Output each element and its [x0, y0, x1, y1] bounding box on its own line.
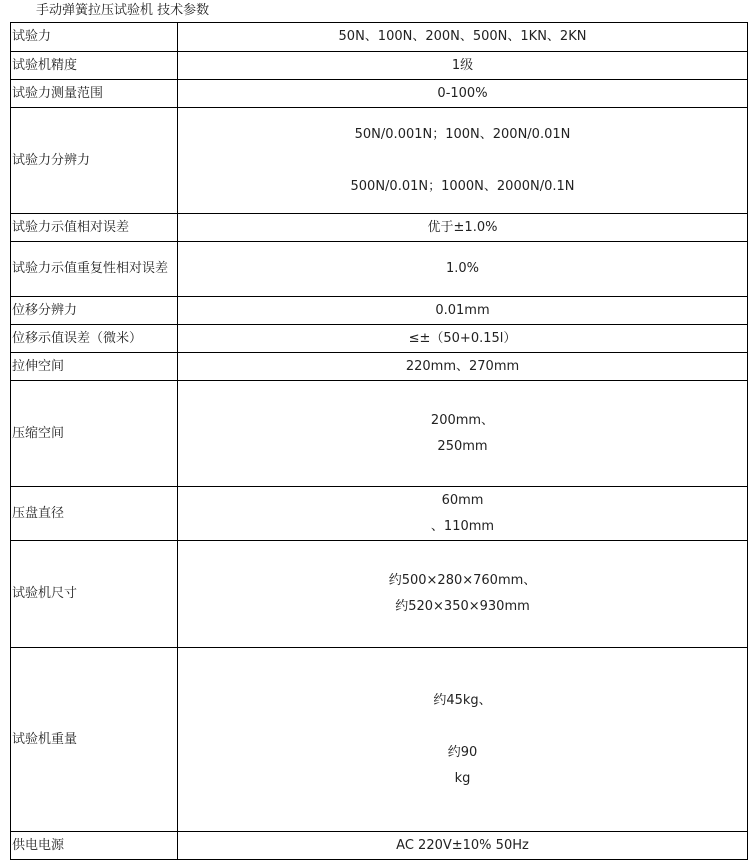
- row-label: 压盘直径: [11, 487, 178, 541]
- row-label: 位移分辨力: [11, 297, 178, 325]
- value-line: ≤±（50+0.15l）: [408, 330, 517, 346]
- row-value: [178, 108, 748, 214]
- row-value: [178, 541, 748, 648]
- value-line: 约45kg、: [433, 692, 492, 708]
- value-line: 0-100%: [437, 85, 488, 101]
- table-row: [11, 23, 748, 52]
- row-label: 试验力分辨力: [11, 108, 178, 214]
- value-line: 约90: [447, 744, 478, 760]
- table-row: [11, 108, 748, 214]
- value-line: 250mm: [437, 438, 488, 454]
- table-row: [11, 297, 748, 325]
- row-label: 位移示值误差（微米）: [11, 325, 178, 353]
- row-label: 试验机重量: [11, 648, 178, 832]
- row-label: 试验机精度: [11, 52, 178, 80]
- table-row: [11, 80, 748, 108]
- table-row: [11, 214, 748, 242]
- row-label: 试验力示值重复性相对误差: [11, 242, 178, 297]
- row-value: [178, 242, 748, 297]
- value-line: 约500×280×760mm、: [388, 573, 537, 588]
- row-label: 试验机尺寸: [11, 541, 178, 648]
- value-line: 220mm、270mm: [405, 358, 520, 374]
- value-line: 50N/0.001N；100N、200N/0.01N: [354, 126, 571, 142]
- value-line: AC 220V±10% 50Hz: [396, 837, 529, 853]
- value-line: 50N、100N、200N、500N、1KN、2KN: [338, 29, 587, 44]
- row-value: [178, 487, 748, 541]
- row-value: [178, 214, 748, 242]
- spec-table: [10, 22, 748, 860]
- value-line: kg: [454, 770, 471, 786]
- value-line: 500N/0.01N；1000N、2000N/0.1N: [350, 178, 575, 194]
- value-line: 0.01mm: [435, 302, 490, 318]
- row-label: 压缩空间: [11, 381, 178, 487]
- row-value: [178, 297, 748, 325]
- page-title: 手动弹簧拉压试验机 技术参数: [36, 3, 210, 18]
- row-value: [178, 353, 748, 381]
- value-line: 60mm: [441, 492, 484, 508]
- table-row: [11, 325, 748, 353]
- row-value: [178, 648, 748, 832]
- value-line: 、110mm: [430, 518, 495, 534]
- table-row: [11, 832, 748, 860]
- value-line: 优于±1.0%: [427, 219, 498, 235]
- table-row: [11, 353, 748, 381]
- row-label: 拉伸空间: [11, 353, 178, 381]
- value-line: 200mm、: [430, 412, 495, 428]
- value-line: 1级: [451, 57, 474, 73]
- row-value: [178, 381, 748, 487]
- table-row: [11, 52, 748, 80]
- table-row: [11, 541, 748, 648]
- row-value: [178, 832, 748, 860]
- row-value: [178, 80, 748, 108]
- table-row: [11, 487, 748, 541]
- row-value: [178, 23, 748, 52]
- row-label: 试验力: [11, 23, 178, 52]
- table-row: [11, 242, 748, 297]
- value-line: 约520×350×930mm: [395, 599, 530, 614]
- row-label: 试验力示值相对误差: [11, 214, 178, 242]
- row-value: [178, 325, 748, 353]
- table-row: [11, 648, 748, 832]
- row-value: [178, 52, 748, 80]
- table-row: [11, 381, 748, 487]
- row-label: 试验力测量范围: [11, 80, 178, 108]
- row-label: 供电电源: [11, 832, 178, 860]
- value-line: 1.0%: [445, 261, 480, 276]
